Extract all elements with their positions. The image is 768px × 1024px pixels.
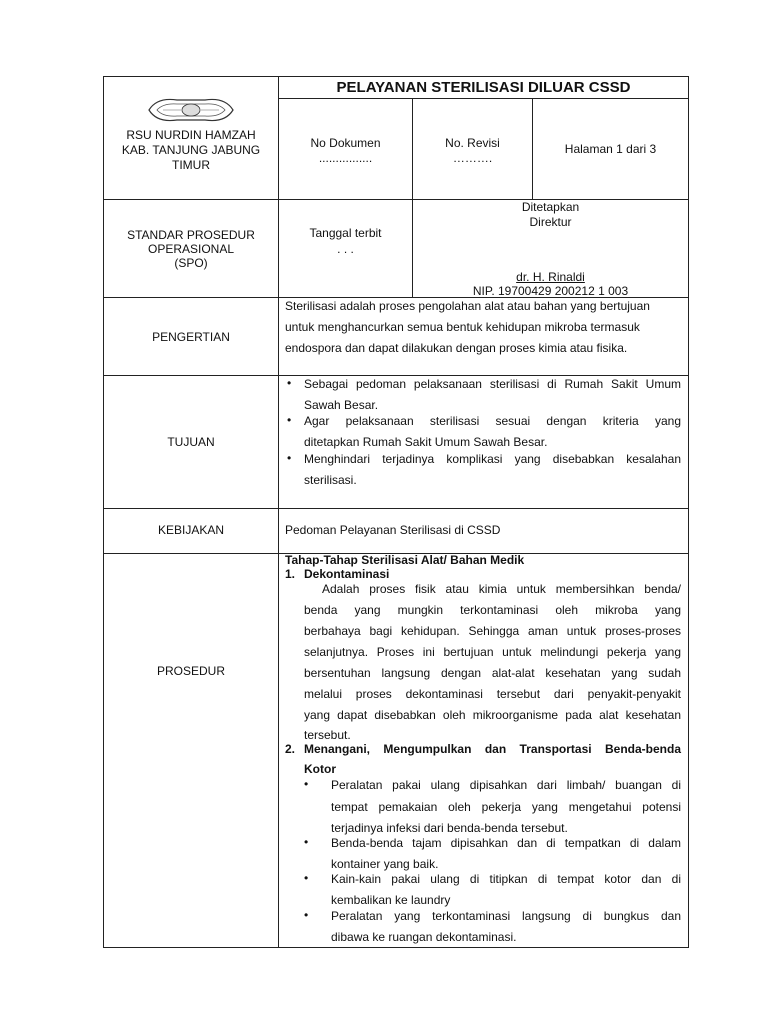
step-bullet-line: kembalikan ke laundry: [331, 893, 451, 907]
org-name: RSU NURDIN HAMZAH: [126, 128, 256, 142]
tujuan-item-line: Menghindari terjadinya komplikasi yang disebabkan kesalahan: [304, 452, 681, 466]
step-title-cont: Kotor: [304, 762, 336, 776]
bullet-icon: •: [304, 777, 309, 791]
bullet-icon: •: [287, 376, 292, 390]
step-title: Dekontaminasi: [304, 567, 390, 581]
pengertian-text-line: Sterilisasi adalah proses pengolahan alat atau bahan yang bertujuan: [285, 299, 650, 313]
tujuan-item-line: Sebagai pedoman pelaksanaan sterilisasi di Rumah Sakit Umum: [304, 377, 681, 391]
pengertian-text-line: endospora dan dapat dilakukan dengan proses kimia atau fisika.: [285, 341, 628, 355]
tujuan-item-line: ditetapkan Rumah Sakit Umum Sawah Besar.: [304, 435, 548, 449]
direktur-label: Direktur: [529, 215, 572, 229]
no-revisi-value: ……….: [452, 151, 493, 165]
bullet-icon: •: [304, 871, 309, 885]
step-bullet-line: dibawa ke ruangan dekontaminasi.: [331, 930, 517, 944]
step-bullet-line: Peralatan yang terkontaminasi langsung di bungkus dan: [331, 909, 681, 923]
bullet-icon: •: [287, 413, 292, 427]
column-divider: [412, 98, 413, 298]
tujuan-item-line: sterilisasi.: [304, 473, 357, 487]
step-text-line: melalui proses dekontaminasi tersebut dari penyakit-penyakit: [304, 687, 681, 701]
row-divider: [103, 375, 689, 376]
step-title: Menangani, Mengumpulkan dan Transportasi Benda-benda: [304, 742, 681, 756]
step-bullet-line: Peralatan pakai ulang dipisahkan dari limbah/ buangan di: [331, 778, 681, 792]
no-dokumen-value: ................: [318, 151, 373, 165]
step-number: 2.: [285, 742, 296, 756]
step-text-line: berbahaya bagi kehidupan. Sehingga aman untuk proses-proses: [304, 624, 681, 638]
step-number: 1.: [285, 567, 296, 581]
bullet-icon: •: [304, 835, 309, 849]
org-regency-cont: TIMUR: [172, 158, 210, 172]
step-text-line: benda yang mungkin terkontaminasi oleh mikroba yang: [304, 603, 681, 617]
step-bullet-line: Benda-benda tajam dipisahkan dan di tempatkan di dalam: [331, 836, 681, 850]
prosedur-label: PROSEDUR: [156, 664, 225, 678]
org-regency: KAB. TANJUNG JABUNG: [121, 143, 261, 157]
tanggal-terbit-label: Tanggal terbit: [309, 226, 382, 240]
step-bullet-line: kontainer yang baik.: [331, 857, 439, 871]
tujuan-label: TUJUAN: [167, 435, 215, 449]
bullet-icon: •: [304, 908, 309, 922]
hospital-logo: [147, 93, 235, 127]
step-bullet-line: terjadinya infeksi dari benda-benda tersebut.: [331, 821, 568, 835]
page-title: PELAYANAN STERILISASI DILUAR CSSD: [336, 79, 631, 96]
kebijakan-text: Pedoman Pelayanan Sterilisasi di CSSD: [285, 523, 501, 537]
kebijakan-label: KEBIJAKAN: [157, 523, 225, 537]
bullet-icon: •: [287, 451, 292, 465]
no-revisi-label: No. Revisi: [445, 136, 500, 150]
prosedur-heading: Tahap-Tahap Sterilisasi Alat/ Bahan Medik: [285, 553, 525, 567]
step-text-line: tersebut.: [304, 728, 351, 742]
spo-label-line3: (SPO): [174, 256, 208, 270]
step-text-line: bersentuhan langsung dengan alat-alat kesehatan yang sudah: [304, 666, 681, 680]
step-text-line: selanjutnya. Proses ini bertujuan untuk melindungi pekerja yang: [304, 645, 681, 659]
table-border-top: [103, 76, 689, 77]
signer-nip: NIP. 19700429 200212 1 003: [472, 284, 629, 298]
table-border-bottom: [103, 947, 689, 948]
table-border-left: [103, 76, 104, 948]
no-dokumen-label: No Dokumen: [310, 136, 381, 150]
pengertian-label: PENGERTIAN: [152, 330, 230, 344]
step-bullet-line: Kain-kain pakai ulang di titipkan di tempat kotor dan di: [331, 872, 681, 886]
tanggal-terbit-value: . . .: [337, 242, 354, 256]
step-bullet-line: tempat pemakaian oleh pekerja yang mengetahui potensi: [331, 800, 681, 814]
table-border-right: [688, 76, 689, 948]
ditetapkan-label: Ditetapkan: [521, 200, 580, 214]
step-text-line: yang dapat disebabkan oleh mikroorganisme pada alat kesehatan: [304, 708, 681, 722]
title-divider: [278, 98, 689, 99]
spo-label-line2: OPERASIONAL: [147, 242, 235, 256]
tujuan-item-line: Sawah Besar.: [304, 398, 379, 412]
step-text-line: Adalah proses fisik atau kimia untuk membersihkan benda/: [322, 582, 681, 596]
halaman-text: Halaman 1 dari 3: [564, 142, 657, 156]
pengertian-text-line: untuk menghancurkan semua bentuk kehidupan mikroba termasuk: [285, 320, 640, 334]
signer-name: dr. H. Rinaldi: [516, 270, 585, 284]
spo-label-line1: STANDAR PROSEDUR: [127, 228, 255, 242]
column-divider: [278, 76, 279, 948]
tujuan-item-line: Agar pelaksanaan sterilisasi sesuai dengan kriteria yang: [304, 414, 681, 428]
row-divider: [103, 508, 689, 509]
